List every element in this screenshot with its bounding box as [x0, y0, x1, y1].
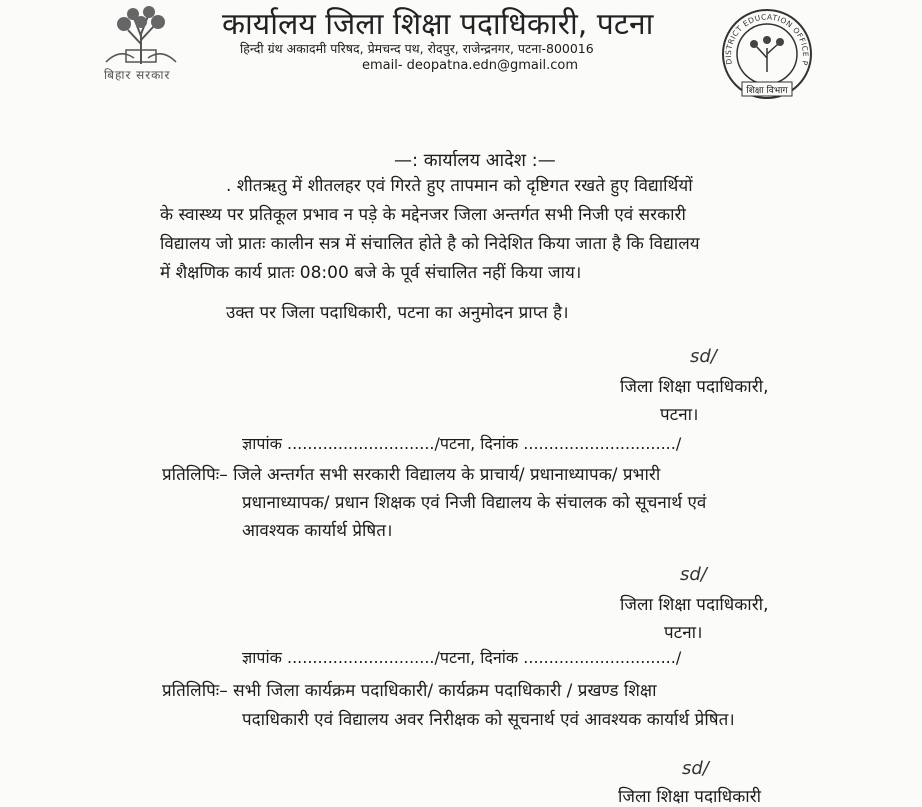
signatory-designation: जिला शिक्षा पदाधिकारी,	[620, 595, 769, 615]
office-title: कार्यालय जिला शिक्षा पदाधिकारी, पटना	[222, 7, 654, 42]
signatory-place: पटना।	[660, 405, 699, 425]
order-body-line-3: विद्यालय जो प्रातः कालीन सत्र में संचालित होते है को निदेशित किया जाता है कि विद्यालय	[160, 234, 700, 254]
order-body-line-1: . शीतऋतु में शीतलहर एवं गिरते हुए तापमान को दृष्टिगत रखते हुए विद्यार्थियों	[226, 176, 693, 196]
signature-mark: sd/	[680, 564, 707, 585]
order-body-line-4: में शैक्षणिक कार्य प्रातः 08:00 बजे के पूर्व संचालित नहीं किया जाय।	[160, 263, 582, 283]
district-education-office-seal	[718, 4, 816, 102]
copy-to-line-1: प्रतिलिपिः– जिले अन्तर्गत सभी सरकारी विद्यालय के प्राचार्य/ प्रधानाध्यापक/ प्रभारी	[162, 465, 661, 485]
signatory-designation: जिला शिक्षा पदाधिकारी,	[620, 377, 769, 397]
signature-mark: sd/	[682, 758, 709, 779]
emblem-caption: बिहार सरकार	[104, 68, 171, 82]
copy-to-line-2: पदाधिकारी एवं विद्यालय अवर निरीक्षक को सूचनार्थ एवं आवश्यक कार्यार्थ प्रेषित।	[242, 710, 735, 730]
signatory-designation-partial: जिला शिक्षा पदाधिकारी	[618, 787, 762, 807]
memo-reference-line: ज्ञापांक ............................./पटना, दिनांक ............................../	[242, 648, 682, 667]
office-email: email- deopatna.edn@gmail.com	[362, 58, 579, 73]
order-body-line-2: के स्वास्थ्य पर प्रतिकूल प्रभाव न पड़े के मद्देनजर जिला अन्तर्गत सभी निजी एवं सरकारी	[160, 205, 686, 225]
office-address: हिन्दी ग्रंथ अकादमी परिषद, प्रेमचन्द पथ, रोदपुर, राजेन्द्रनगर, पटना-800016	[240, 41, 594, 56]
copy-to-line-1: प्रतिलिपिः– सभी जिला कार्यक्रम पदाधिकारी/ कार्यक्रम पदाधिकारी / प्रखण्ड शिक्षा	[162, 681, 657, 701]
order-heading: —: कार्यालय आदेश :—	[394, 150, 556, 171]
copy-to-line-3: आवश्यक कार्यार्थ प्रेषित।	[242, 521, 393, 541]
signature-mark: sd/	[690, 346, 717, 367]
memo-reference-line: ज्ञापांक ............................./पटना, दिनांक ............................../	[242, 434, 682, 453]
seal-caption: शिक्षा विभाग	[746, 86, 788, 96]
signatory-place: पटना।	[664, 623, 703, 643]
approval-line: उक्त पर जिला पदाधिकारी, पटना का अनुमोदन प्राप्त है।	[226, 303, 569, 323]
copy-to-line-2: प्रधानाध्यापक/ प्रधान शिक्षक एवं निजी विद्यालय के संचालक को सूचनार्थ एवं	[242, 493, 707, 513]
seal-ring-text: DISTRICT EDUCATION OFFICE P	[723, 12, 811, 66]
